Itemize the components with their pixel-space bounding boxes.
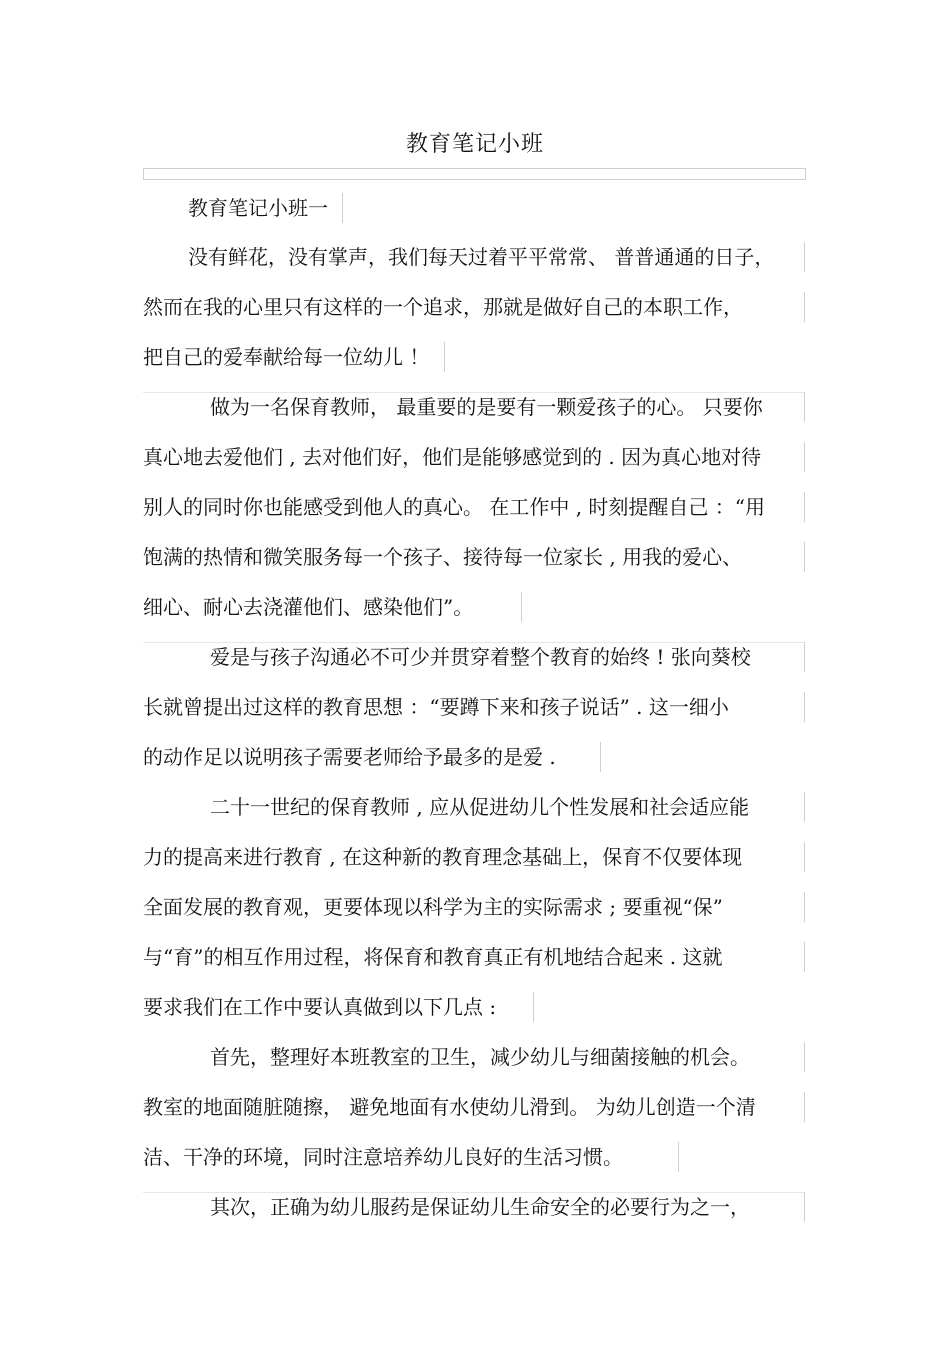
line-end-mark <box>804 442 805 472</box>
text-line: 与“育”的相互作用过程，将保育和教育真正有机地结合起来 . 这就 <box>143 945 723 969</box>
section-subtitle: 教育笔记小班一 <box>188 196 328 220</box>
text-line: 把自己的爱奉献给每一位幼儿 ！ <box>143 345 430 369</box>
line-end-mark <box>804 242 805 272</box>
text-line: 首先，整理好本班教室的卫生，减少幼儿与细菌接触的机会。 <box>210 1045 750 1069</box>
line-end-mark <box>804 842 805 872</box>
text-line: 细心、耐心去浇灌他们、感染他们”。 <box>143 595 474 619</box>
line-end-mark <box>804 292 805 322</box>
text-line: 做为一名保育教师， 最重要的是要有一颗爱孩子的心。 只要你 <box>210 395 763 419</box>
paragraph-rule <box>143 1192 804 1193</box>
text-line: 饱满的热情和微笑服务每一个孩子、接待每一位家长 , 用我的爱心、 <box>143 545 743 569</box>
title-divider <box>143 168 806 180</box>
line-end-mark <box>342 193 343 223</box>
line-end-mark <box>804 942 805 972</box>
line-end-mark <box>804 692 805 722</box>
document-title: 教育笔记小班 <box>405 132 544 157</box>
text-line: 洁、干净的环境，同时注意培养幼儿良好的生活习惯。 <box>143 1145 623 1169</box>
text-line: 其次，正确为幼儿服药是保证幼儿生命安全的必要行为之一， <box>210 1195 750 1219</box>
line-end-mark <box>804 792 805 822</box>
line-end-mark <box>678 1142 679 1172</box>
text-line: 二十一世纪的保育教师 , 应从促进幼儿个性发展和社会适应能 <box>210 795 750 819</box>
line-end-mark <box>804 642 805 672</box>
line-end-mark <box>804 1092 805 1122</box>
paragraph-rule <box>143 642 804 643</box>
text-line: 教室的地面随脏随擦， 避免地面有水使幼儿滑到。 为幼儿创造一个清 <box>143 1095 756 1119</box>
line-end-mark <box>533 992 534 1022</box>
line-end-mark <box>804 492 805 522</box>
text-line: 然而在我的心里只有这样的一个追求，那就是做好自己的本职工作， <box>143 295 743 319</box>
line-end-mark <box>600 742 601 772</box>
line-end-mark <box>804 1192 805 1222</box>
text-line: 别人的同时你也能感受到他人的真心。 在工作中 , 时刻提醒自己 ：“用 <box>143 495 766 519</box>
paragraph-rule <box>143 392 804 393</box>
line-end-mark <box>804 542 805 572</box>
text-line: 全面发展的教育观，更要体现以科学为主的实际需求 ; 要重视“保” <box>143 895 723 919</box>
line-end-mark <box>804 392 805 422</box>
text-line: 长就曾提出过这样的教育思想 ：“要蹲下来和孩子说话” . 这一细小 <box>143 695 729 719</box>
text-line: 没有鲜花，没有掌声，我们每天过着平平常常、 普普通通的日子， <box>188 245 775 269</box>
line-end-mark <box>804 892 805 922</box>
text-line: 的动作足以说明孩子需要老师给予最多的是爱 . <box>143 745 556 769</box>
line-end-mark <box>444 342 445 372</box>
text-line: 真心地去爱他们 , 去对他们好，他们是能够感觉到的 . 因为真心地对待 <box>143 445 762 469</box>
text-line: 要求我们在工作中要认真做到以下几点 : <box>143 995 497 1019</box>
line-end-mark <box>804 1042 805 1072</box>
text-line: 力的提高来进行教育 , 在这种新的教育理念基础上，保育不仅要体现 <box>143 845 743 869</box>
text-line: 爱是与孩子沟通必不可少并贯穿着整个教育的始终 ! 张向葵校 <box>210 645 751 669</box>
line-end-mark <box>521 592 522 622</box>
